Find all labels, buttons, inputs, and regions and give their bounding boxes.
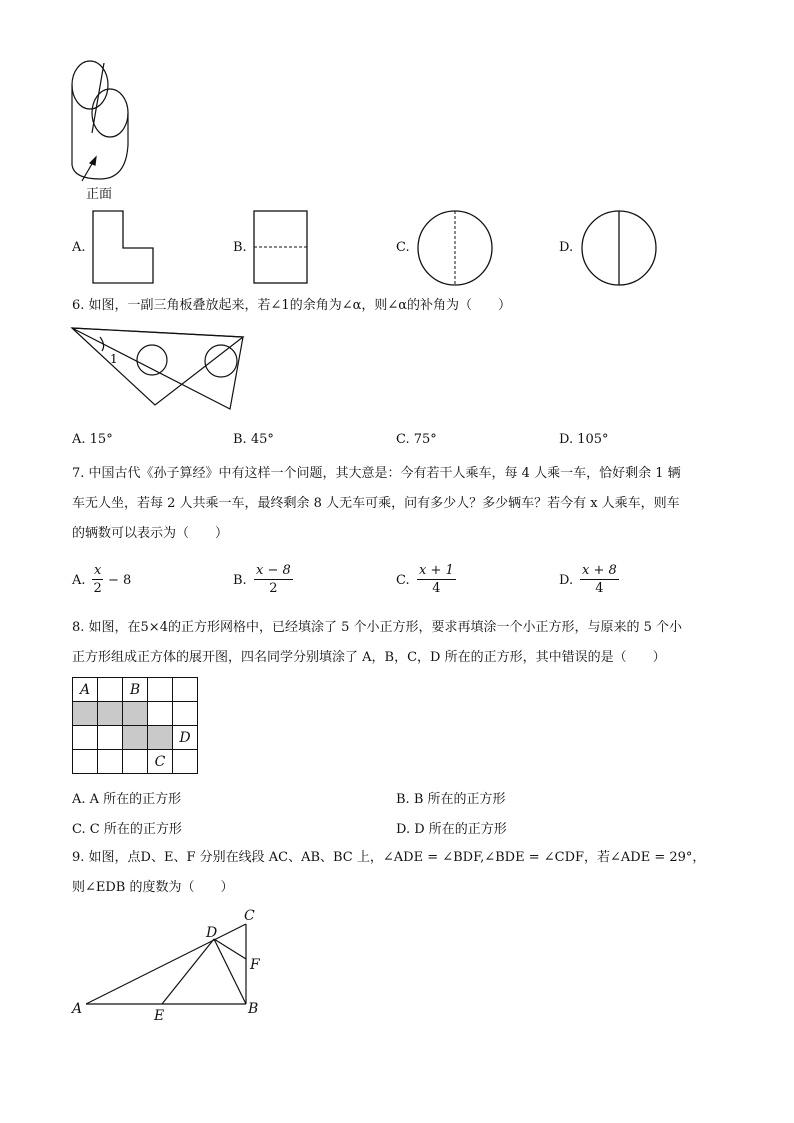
q7-option-a-fraction — [92, 564, 103, 596]
grid-cell-a: A — [73, 678, 98, 702]
q7-option-b-fraction — [254, 564, 293, 596]
q7-option-d-label: D. — [559, 573, 574, 588]
grid-cell — [173, 702, 198, 726]
cylinder-figure — [60, 55, 150, 205]
point-e-label: E — [154, 1008, 165, 1024]
point-b-label: B — [248, 1001, 259, 1017]
grid-cell — [98, 750, 123, 774]
grid-cell-shaded — [73, 702, 98, 726]
grid-cell — [173, 750, 198, 774]
triangle-figure — [70, 905, 270, 1024]
grid-cell-shaded — [98, 702, 123, 726]
grid-cell-d: D — [173, 726, 198, 750]
q8-option-d: D. D 所在的正方形 — [396, 822, 507, 837]
q6-option-b: B. 45° — [233, 432, 274, 447]
point-d-label: D — [206, 925, 218, 941]
q6-option-c: C. 75° — [396, 432, 437, 447]
q7-option-d-fraction — [580, 564, 619, 596]
front-arrow — [82, 157, 96, 181]
grid-cell — [173, 678, 198, 702]
fraction-numerator: x + 8 — [582, 563, 617, 578]
grid-cell — [123, 750, 148, 774]
q7-option-c-fraction — [417, 564, 456, 596]
q7-option-a-tail: − 8 — [108, 573, 132, 588]
fraction-denominator: 4 — [595, 581, 604, 596]
q9-line-1: 9. 如图，点D、E、F 分别在线段 AC、AB、BC 上，∠ADE = ∠BDF,∠BDE = ∠CDF，若∠ADE = 29°， — [72, 850, 706, 865]
fraction-numerator: x — [94, 563, 102, 578]
q7-line-3: 的辆数可以表示为（ ） — [72, 526, 229, 541]
grid-cell-shaded — [123, 726, 148, 750]
q5-option-a-shape — [92, 210, 154, 284]
q7-line-1: 7. 中国古代《孙子算经》中有这样一个问题，其大意是：今有若干人乘车，每 4 人乘一车，恰好剩余 1 辆 — [72, 466, 681, 481]
fraction-denominator: 2 — [269, 581, 278, 596]
q7-option-c-label: C. — [396, 573, 410, 588]
q7-option-b-label: B. — [233, 573, 247, 588]
q5-option-b-label: B. — [233, 240, 247, 255]
grid-cell — [98, 726, 123, 750]
q5-option-d-shape — [580, 210, 658, 286]
grid-cell — [98, 678, 123, 702]
q5-option-d-label: D. — [559, 240, 574, 255]
grid-cell-shaded — [148, 726, 173, 750]
fraction-numerator: x − 8 — [256, 563, 291, 578]
set-squares-figure — [70, 325, 250, 415]
grid-row — [73, 678, 198, 702]
q6-option-a: A. 15° — [72, 432, 113, 447]
grid-cell — [148, 678, 173, 702]
grid-cell — [148, 702, 173, 726]
grid-cell — [73, 750, 98, 774]
point-f-label: F — [250, 957, 260, 973]
cylinder-solid — [72, 61, 128, 179]
q8-option-c: C. C 所在的正方形 — [72, 822, 182, 837]
square-grid — [72, 677, 198, 774]
grid-row — [73, 702, 198, 726]
grid-cell — [73, 726, 98, 750]
fraction-numerator: x + 1 — [419, 563, 454, 578]
grid-cell-shaded — [123, 702, 148, 726]
point-a-label: A — [72, 1001, 83, 1017]
q5-option-c-shape — [416, 210, 494, 286]
grid-cell-c: C — [148, 750, 173, 774]
q8-option-a: A. A 所在的正方形 — [72, 792, 182, 807]
grid-row — [73, 750, 198, 774]
q8-line-1: 8. 如图，在5×4的正方形网格中，已经填涂了 5 个小正方形，要求再填涂一个小正方形，与原来的 5 个小 — [72, 620, 683, 635]
q6-option-d: D. 105° — [559, 432, 609, 447]
fraction-denominator: 2 — [93, 581, 102, 596]
front-label: 正面 — [86, 187, 113, 202]
fraction-denominator: 4 — [432, 581, 441, 596]
grid-row — [73, 726, 198, 750]
q8-line-2: 正方形组成正方体的展开图，四名同学分别填涂了 A，B，C，D 所在的正方形，其中错误的是（ ） — [72, 650, 666, 665]
q5-option-b-shape — [253, 210, 308, 284]
point-c-label: C — [244, 908, 255, 924]
q8-option-b: B. B 所在的正方形 — [396, 792, 506, 807]
angle-1-label: 1 — [110, 352, 118, 366]
q6-stem: 6. 如图，一副三角板叠放起来，若∠1的余角为∠α，则∠α的补角为（ ） — [72, 298, 512, 313]
q7-option-a-label: A. — [72, 573, 86, 588]
grid-cell-b: B — [123, 678, 148, 702]
q9-line-2: 则∠EDB 的度数为（ ） — [72, 880, 234, 895]
q5-option-c-label: C. — [396, 240, 410, 255]
q5-option-a-label: A. — [72, 240, 86, 255]
q7-line-2: 车无人坐，若每 2 人共乘一车，最终剩余 8 人无车可乘，问有多少人？多少辆车？若今有 x 人乘车，则车 — [72, 496, 680, 511]
